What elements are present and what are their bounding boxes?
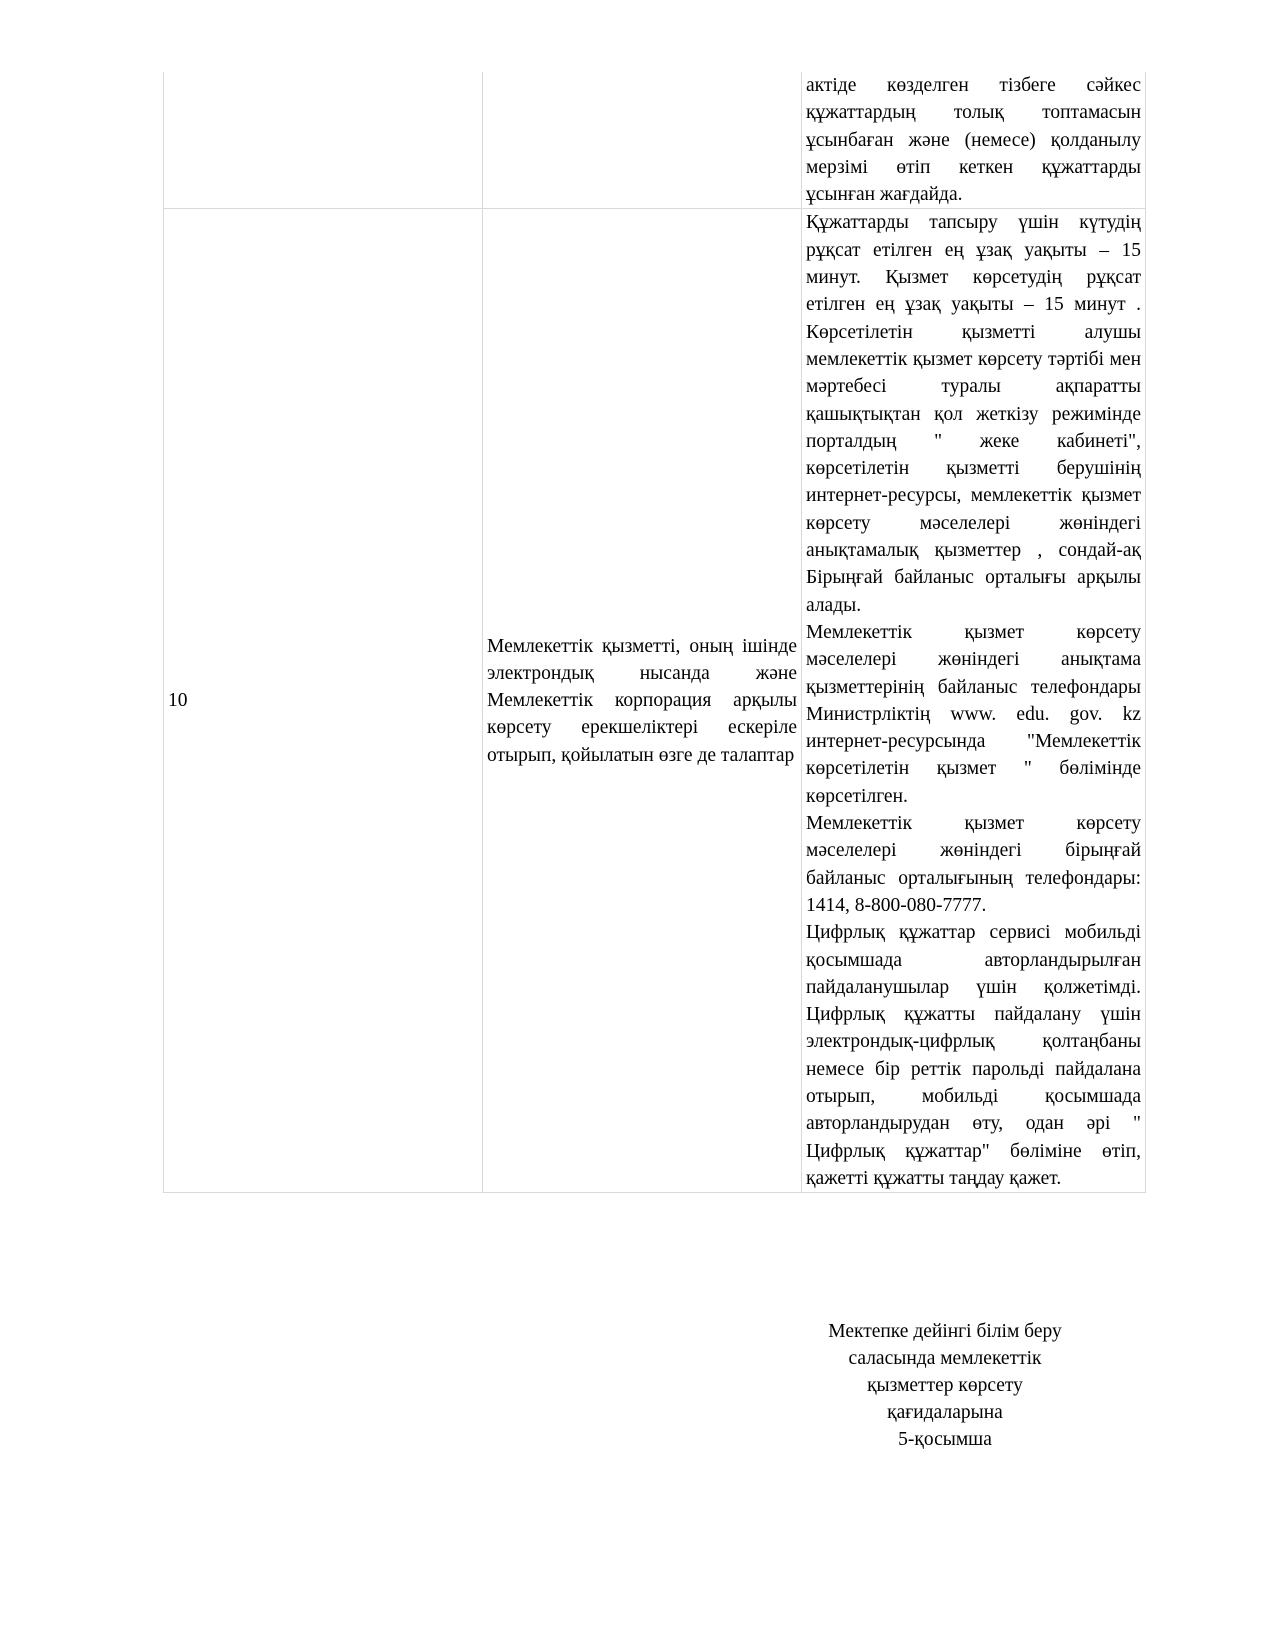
table-cell-empty [164,72,483,209]
appendix-note-line: саласында мемлекеттік [848,1348,1042,1369]
requirements-table [163,72,1146,1193]
appendix-note [780,1318,1110,1453]
requirement-description [802,209,1146,1193]
paragraph-reference-phones: Мемлекеттік қызмет көрсету мәселелері жөніндегі анықтама қызметтерінің байланыс телефондары Министрліктің www. edu. gov. kz интернет-ресурсында "Мемлекеттік көрсетілетін қызмет " бөлімінде көрсетілген. [806,621,1141,807]
table-cell-empty [483,72,802,209]
row-number: 10 [164,209,483,1193]
appendix-note-line: қызметтер көрсету [867,1375,1023,1396]
table-row [164,209,1146,1193]
table-cell-text [802,72,1146,209]
paragraph-waiting-time: Құжаттарды тапсыру үшін күтудің рұқсат етілген ең ұзақ уақыты – 15 минут. Қызмет көрсетудің рұқсат етілген ең ұзақ уақыты – 15 минут . Көрсетілетін қызметті алушы мемлекеттік қызмет көрсету тәртібі мен мәртебесі туралы ақпаратты қашықтықтан қол жеткізу режимінде порталдың " жеке кабинеті", көрсетілетін қызметті берушінің интернет-ресурсы, мемлекеттік қызмет көрсету мәселелері жөніндегі анықтамалық қызметтер , сондай-ақ Бірыңғай байланыс орталығы арқылы алады. [806,212,1141,616]
paragraph-digital-documents: Цифрлық құжаттар сервисі мобильді қосымшада авторландырылған пайдаланушылар үшін қолжетімді. Цифрлық құжатты пайдалану үшін электрондық-цифрлық қолтаңбаны немесе бір реттік парольді пайдалана отырып, мобильді қосымшада авторландырудан өту, одан әрі " Цифрлық құжаттар" бөліміне өтіп, қажетті құжатты таңдау қажет. [806,922,1141,1189]
appendix-number: 5-қосымша [898,1429,992,1450]
appendix-note-line: Мектепке дейінгі білім беру [828,1321,1062,1342]
appendix-note-line: қағидаларына [887,1402,1003,1423]
table-row [164,72,1146,209]
requirement-name: Мемлекеттік қызметті, оның ішінде электрондық нысанда және Мемлекеттік корпорация арқылы көрсету ерекшеліктері ескеріле отырып, қойылатын өзге де талаптар [483,209,802,1193]
continued-paragraph: актіде көзделген тізбеге сәйкес құжаттардың толық топтамасын ұсынбаған және (немесе) қолданылу мерзімі өтіп кеткен құжаттарды ұсынған жағдайда. [806,75,1141,206]
paragraph-contact-center: Мемлекеттік қызмет көрсету мәселелері жөніндегі бірыңғай байланыс орталығының телефондары: 1414, 8-800-080-7777. [806,813,1141,916]
